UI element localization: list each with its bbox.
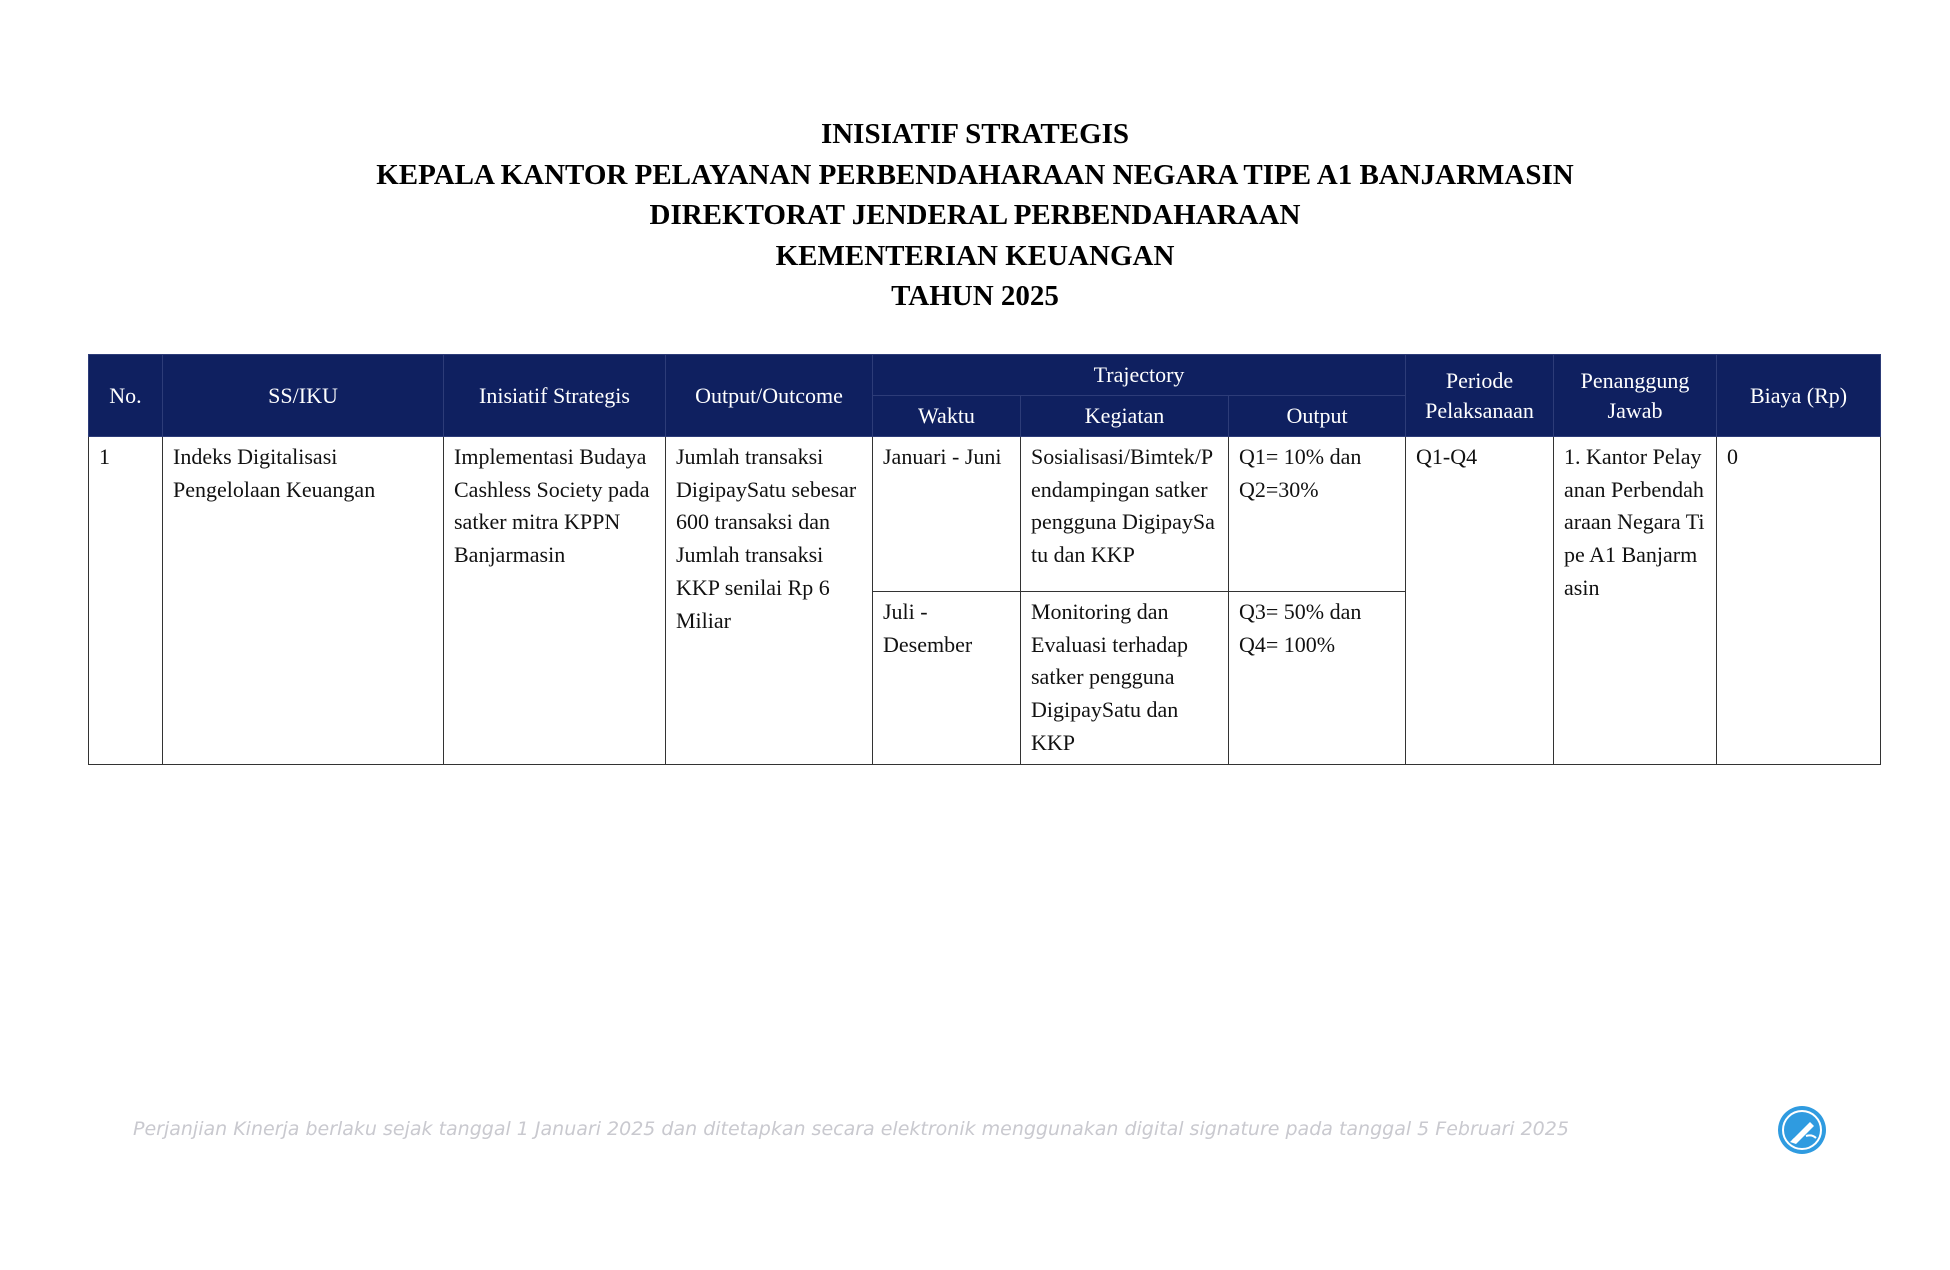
- header-kegiatan: Kegiatan: [1021, 396, 1229, 437]
- table-row: [89, 437, 1881, 592]
- header-biaya: Biaya (Rp): [1717, 355, 1881, 437]
- cell-penanggung-jawab: 1. Kantor Pelayanan Perbendaharaan Negara Tipe A1 Banjarmasin: [1554, 437, 1717, 765]
- digital-signature-icon: [1776, 1104, 1828, 1156]
- title-line-4: KEMENTERIAN KEUANGAN: [775, 239, 1175, 272]
- header-output: Output: [1229, 396, 1406, 437]
- title-line-3: DIREKTORAT JENDERAL PERBENDAHARAAN: [649, 199, 1301, 231]
- cell-biaya: 0: [1717, 437, 1881, 765]
- cell-waktu-2: Juli - Desember: [873, 592, 1021, 765]
- header-ss-iku: SS/IKU: [163, 355, 444, 437]
- cell-output-1: Q1= 10% dan Q2=30%: [1229, 437, 1406, 592]
- cell-periode: Q1-Q4: [1406, 437, 1554, 765]
- header-output-outcome: Output/Outcome: [666, 355, 873, 437]
- title-line-2: KEPALA KANTOR PELAYANAN PERBENDAHARAAN NEGARA TIPE A1 BANJARMASIN: [376, 158, 1574, 191]
- title-line-1: INISIATIF STRATEGIS: [820, 118, 1130, 150]
- cell-inisiatif: Implementasi Budaya Cashless Society pada satker mitra KPPN Banjarmasin: [444, 437, 666, 765]
- header-trajectory: Trajectory: [873, 355, 1406, 396]
- header-periode: Periode Pelaksanaan: [1406, 355, 1554, 437]
- header-inisiatif-strategis: Inisiatif Strategis: [444, 355, 666, 437]
- document-title: [0, 114, 1950, 317]
- cell-no: 1: [89, 437, 163, 765]
- cell-output-2: Q3= 50% dan Q4= 100%: [1229, 592, 1406, 765]
- header-waktu: Waktu: [873, 396, 1021, 437]
- footer-note: Perjanjian Kinerja berlaku sejak tanggal 1 Januari 2025 dan ditetapkan secara elektronik menggunakan digital signature pada tanggal 5 Februari 2025: [133, 1118, 1569, 1140]
- cell-kegiatan-1: Sosialisasi/Bimtek/Pendampingan satker pengguna DigipaySatu dan KKP: [1021, 437, 1229, 592]
- initiative-table: [88, 354, 1881, 765]
- cell-waktu-1: Januari - Juni: [873, 437, 1021, 592]
- header-penanggung-jawab: Penanggung Jawab: [1554, 355, 1717, 437]
- cell-output-outcome: Jumlah transaksi DigipaySatu sebesar 600 transaksi dan Jumlah transaksi KKP senilai Rp 6 Miliar: [666, 437, 873, 765]
- cell-kegiatan-2: Monitoring dan Evaluasi terhadap satker pengguna DigipaySatu dan KKP: [1021, 592, 1229, 765]
- title-line-5: TAHUN 2025: [891, 280, 1059, 312]
- cell-ss-iku: Indeks Digitalisasi Pengelolaan Keuangan: [163, 437, 444, 765]
- header-no: No.: [89, 355, 163, 437]
